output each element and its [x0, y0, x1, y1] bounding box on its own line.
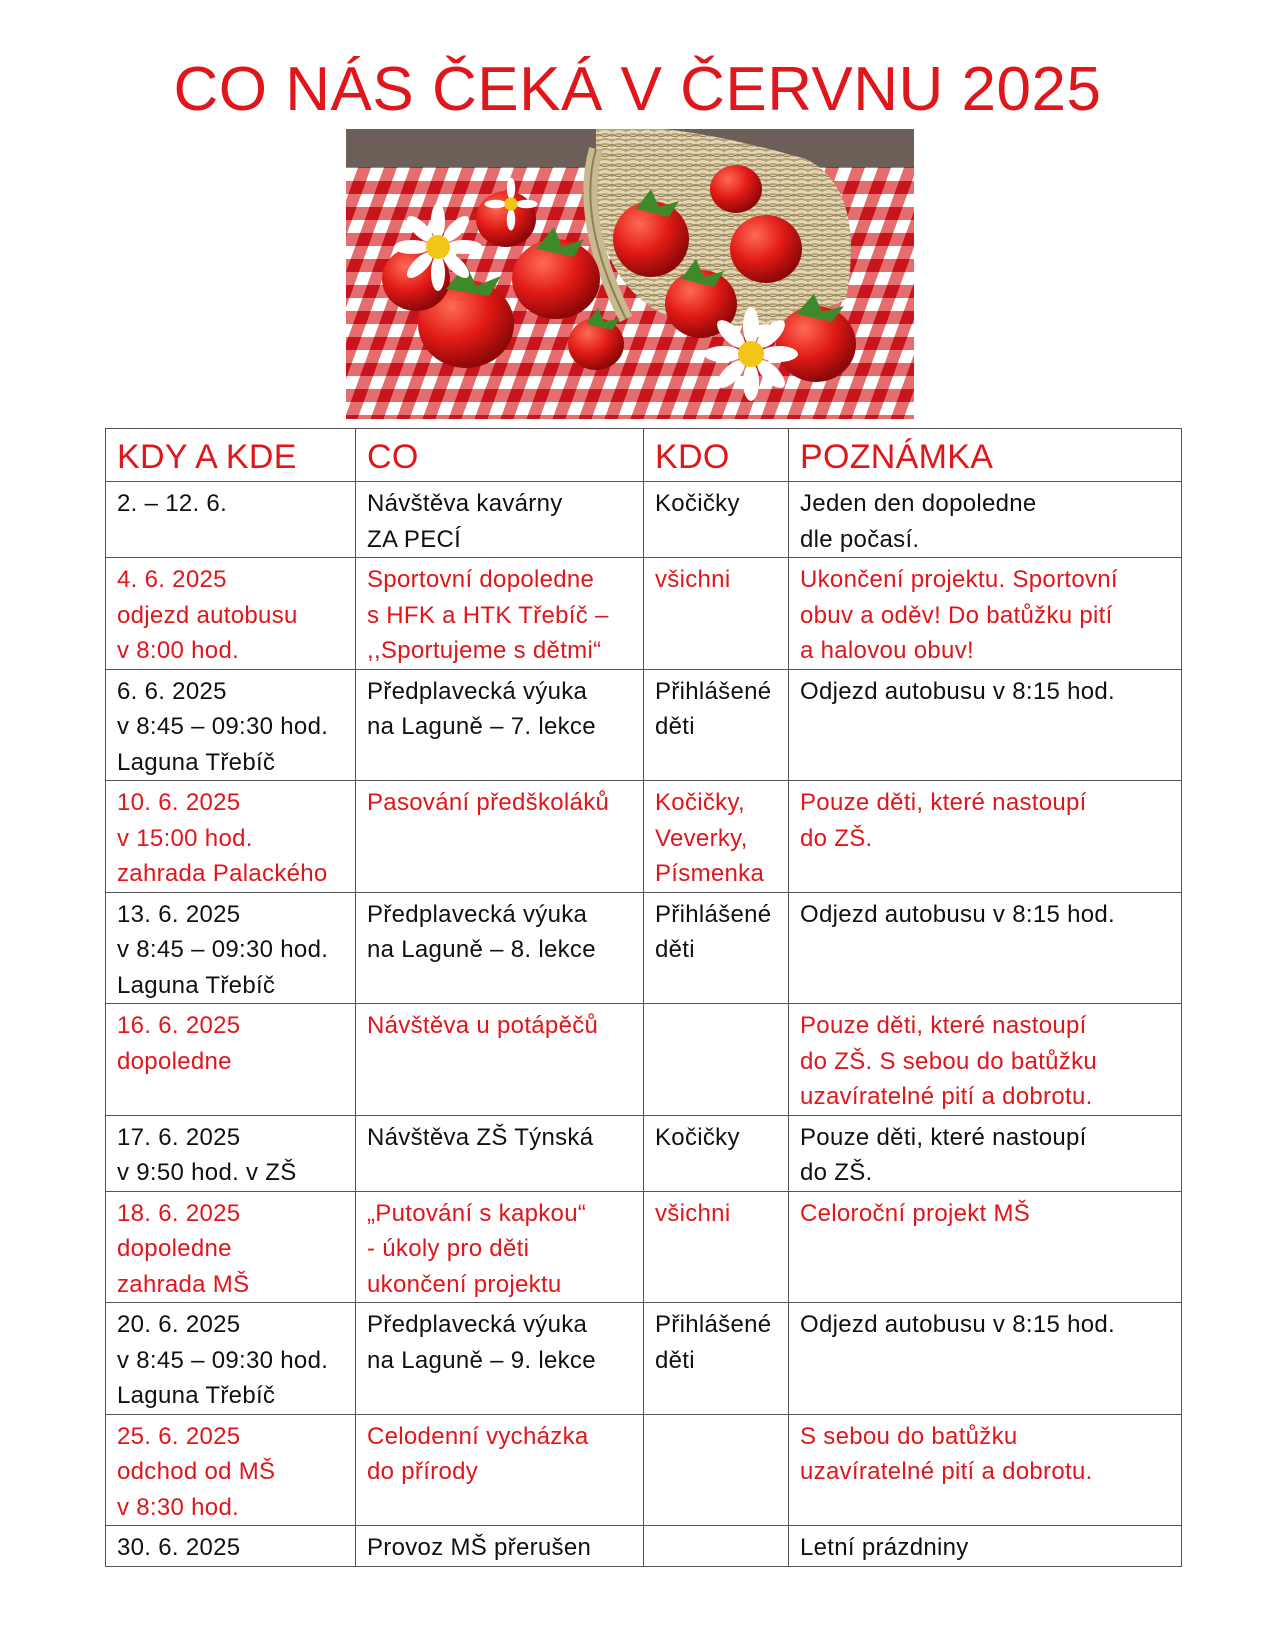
cell-text: Letní prázdniny: [800, 1534, 969, 1561]
table-row: [106, 1191, 1182, 1303]
table-row: [106, 1526, 1182, 1567]
table-row: [106, 781, 1182, 893]
cell-text: děti: [655, 936, 695, 963]
cell-who: [644, 892, 789, 1004]
cell-text: Kočičky: [655, 490, 740, 517]
cell-text: odchod od MŠ: [117, 1458, 276, 1485]
cell-note: [789, 669, 1182, 781]
cell-text: v 8:45 – 09:30 hod.: [117, 936, 329, 963]
cell-text: Laguna Třebíč: [117, 748, 276, 776]
cell-text: ,,Sportujeme s dětmi“: [367, 637, 602, 664]
cell-text: Jeden den dopoledne: [800, 490, 1037, 517]
cell-text: Celodenní vycházka: [367, 1422, 589, 1450]
cell-what: [356, 558, 644, 670]
cell-text: Celoroční projekt MŠ: [800, 1199, 1031, 1227]
cell-who: [644, 1191, 789, 1303]
cell-text: odjezd autobusu: [117, 601, 298, 629]
cell-text: Odjezd autobusu v 8:15 hod.: [800, 1311, 1115, 1338]
strawberries-photo: [346, 129, 914, 419]
cell-text: Předplavecká výuka: [367, 1311, 588, 1338]
cell-text: Laguna Třebíč: [117, 1382, 276, 1409]
cell-text: zahrada MŠ: [117, 1270, 250, 1298]
cell-text: Provoz MŠ přerušen: [367, 1534, 592, 1561]
cell-text: obuv a oděv! Do batůžku pití: [800, 601, 1113, 629]
cell-text: Sportovní dopoledne: [367, 566, 595, 593]
cell-text: S sebou do batůžku: [800, 1422, 1018, 1450]
cell-text: v 9:50 hod. v ZŠ: [117, 1159, 297, 1186]
cell-text: Laguna Třebíč: [117, 971, 276, 999]
cell-what: [356, 669, 644, 781]
cell-what: [356, 1004, 644, 1116]
cell-text: 10. 6. 2025: [117, 789, 241, 816]
cell-text: a halovou obuv!: [800, 637, 974, 664]
cell-text: Pouze děti, které nastoupí: [800, 789, 1087, 816]
cell-what: [356, 482, 644, 558]
cell-note: [789, 1526, 1182, 1567]
cell-text: Přihlášené: [655, 1311, 772, 1338]
cell-note: [789, 1004, 1182, 1116]
cell-text: děti: [655, 1346, 695, 1374]
cell-when: [106, 669, 356, 781]
cell-text: 13. 6. 2025: [117, 900, 241, 928]
cell-who: [644, 1004, 789, 1116]
cell-text: Předplavecká výuka: [367, 900, 588, 928]
cell-text: uzavíratelné pití a dobrotu.: [800, 1083, 1093, 1110]
cell-text: 17. 6. 2025: [117, 1123, 241, 1151]
cell-when: [106, 1303, 356, 1415]
table-row: [106, 558, 1182, 670]
header-note: POZNÁMKA: [789, 429, 1182, 482]
cell-text: Návštěva ZŠ Týnská: [367, 1123, 594, 1151]
cell-text: 6. 6. 2025: [117, 677, 227, 705]
header-when: KDY A KDE: [106, 429, 356, 482]
header-who: KDO: [644, 429, 789, 482]
cell-text: Kočičky: [655, 1123, 740, 1151]
table-row: [106, 892, 1182, 1004]
cell-who: [644, 669, 789, 781]
cell-when: [106, 1191, 356, 1303]
cell-text: Pouze děti, které nastoupí: [800, 1012, 1087, 1039]
header-row: [106, 429, 1182, 482]
cell-when: [106, 1414, 356, 1526]
table-row: [106, 1303, 1182, 1415]
cell-when: [106, 781, 356, 893]
cell-note: [789, 558, 1182, 670]
cell-text: 2. – 12. 6.: [117, 490, 228, 517]
cell-text: „Putování s kapkou“: [367, 1199, 587, 1227]
cell-text: Kočičky,: [655, 789, 745, 816]
cell-text: děti: [655, 713, 695, 740]
cell-what: [356, 892, 644, 1004]
cell-text: 16. 6. 2025: [117, 1012, 241, 1039]
cell-text: Předplavecká výuka: [367, 677, 588, 705]
cell-note: [789, 892, 1182, 1004]
cell-who: [644, 1115, 789, 1191]
cell-note: [789, 781, 1182, 893]
cell-text: ZA PECÍ: [367, 525, 462, 553]
cell-text: v 8:45 – 09:30 hod.: [117, 713, 329, 740]
cell-text: s HFK a HTK Třebíč –: [367, 601, 609, 629]
cell-when: [106, 482, 356, 558]
cell-what: [356, 1303, 644, 1415]
cell-text: všichni: [655, 1199, 731, 1227]
cell-text: Ukončení projektu. Sportovní: [800, 566, 1118, 593]
schedule-table: [105, 428, 1182, 1567]
cell-text: Odjezd autobusu v 8:15 hod.: [800, 900, 1115, 928]
cell-text: 30. 6. 2025: [117, 1534, 241, 1561]
cell-text: Návštěva kavárny: [367, 490, 563, 517]
cell-what: [356, 781, 644, 893]
cell-what: [356, 1115, 644, 1191]
cell-when: [106, 1115, 356, 1191]
table-row: [106, 1115, 1182, 1191]
table-row: [106, 1004, 1182, 1116]
cell-who: [644, 558, 789, 670]
cell-text: 4. 6. 2025: [117, 566, 227, 593]
cell-note: [789, 1303, 1182, 1415]
cell-text: všichni: [655, 566, 731, 593]
cell-text: Pasování předškoláků: [367, 789, 610, 816]
cell-what: [356, 1414, 644, 1526]
cell-when: [106, 1526, 356, 1567]
cell-text: dopoledne: [117, 1047, 232, 1075]
cell-who: [644, 1303, 789, 1415]
cell-when: [106, 892, 356, 1004]
cell-note: [789, 1414, 1182, 1526]
cell-text: v 8:30 hod.: [117, 1493, 240, 1521]
table-row: [106, 669, 1182, 781]
cell-text: v 8:00 hod.: [117, 637, 240, 664]
cell-text: do přírody: [367, 1458, 479, 1485]
cell-who: [644, 1526, 789, 1567]
cell-text: dopoledne: [117, 1235, 232, 1262]
cell-text: Veverky,: [655, 824, 748, 852]
cell-note: [789, 1191, 1182, 1303]
table-row: [106, 1414, 1182, 1526]
cell-text: 18. 6. 2025: [117, 1199, 241, 1227]
cell-text: Písmenka: [655, 860, 765, 887]
cell-who: [644, 1414, 789, 1526]
cell-text: v 8:45 – 09:30 hod.: [117, 1346, 329, 1374]
cell-text: na Laguně – 7. lekce: [367, 713, 596, 740]
table-row: [106, 482, 1182, 558]
cell-text: Přihlášené: [655, 677, 772, 705]
cell-text: do ZŠ.: [800, 1159, 873, 1186]
header-what: CO: [356, 429, 644, 482]
cell-what: [356, 1526, 644, 1567]
cell-text: do ZŠ.: [800, 824, 873, 852]
cell-text: v 15:00 hod.: [117, 824, 253, 852]
cell-who: [644, 482, 789, 558]
cell-text: ukončení projektu: [367, 1270, 562, 1298]
cell-text: Odjezd autobusu v 8:15 hod.: [800, 677, 1115, 705]
cell-text: Pouze děti, které nastoupí: [800, 1123, 1087, 1151]
cell-what: [356, 1191, 644, 1303]
page-title: CO NÁS ČEKÁ V ČERVNU 2025: [173, 55, 1102, 124]
cell-note: [789, 1115, 1182, 1191]
cell-text: Přihlášené: [655, 900, 772, 928]
cell-note: [789, 482, 1182, 558]
cell-text: uzavíratelné pití a dobrotu.: [800, 1458, 1093, 1485]
cell-text: zahrada Palackého: [117, 860, 328, 887]
cell-text: dle počasí.: [800, 525, 920, 553]
cell-text: na Laguně – 8. lekce: [367, 936, 596, 963]
cell-text: do ZŠ. S sebou do batůžku: [800, 1047, 1098, 1075]
cell-when: [106, 1004, 356, 1116]
cell-text: na Laguně – 9. lekce: [367, 1346, 596, 1374]
cell-when: [106, 558, 356, 670]
cell-text: 25. 6. 2025: [117, 1422, 241, 1450]
cell-text: 20. 6. 2025: [117, 1311, 241, 1338]
cell-text: Návštěva u potápěčů: [367, 1012, 599, 1039]
cell-text: - úkoly pro děti: [367, 1235, 530, 1262]
cell-who: [644, 781, 789, 893]
